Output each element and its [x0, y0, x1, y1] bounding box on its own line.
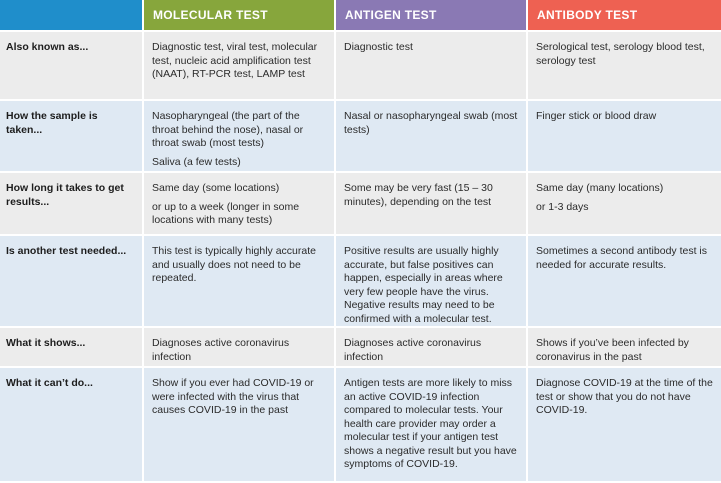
antibody-cell: Diagnose COVID-19 at the time of the test or show that you do not have COVID-19. — [527, 367, 721, 482]
row-label: Also known as... — [0, 31, 143, 100]
molecular-cell: Same day (some locations) or up to a week (longer in some locations with many tests) — [143, 172, 335, 235]
molecular-cell: Diagnostic test, viral test, molecular test, nucleic acid amplification test (NAAT), RT-PCR test, LAMP test — [143, 31, 335, 100]
row-label: Is another test needed... — [0, 235, 143, 327]
molecular-cell: Show if you ever had COVID-19 or were infected with the virus that causes COVID-19 in the past — [143, 367, 335, 482]
header-row — [0, 0, 721, 31]
antibody-cell: Shows if you’ve been infected by coronavirus in the past — [527, 327, 721, 367]
antibody-cell: Sometimes a second antibody test is needed for accurate results. — [527, 235, 721, 327]
antibody-cell: Finger stick or blood draw — [527, 100, 721, 172]
antibody-cell: Same day (many locations) or 1-3 days — [527, 172, 721, 235]
header-molecular-test: MOLECULAR TEST — [143, 0, 335, 31]
antibody-cell: Serological test, serology blood test, serology test — [527, 31, 721, 100]
table-row — [0, 367, 721, 482]
table-row — [0, 172, 721, 235]
antigen-cell: Positive results are usually highly accurate, but false positives can happen, especially in areas where very few people have the virus. Negative results may need to be confirmed with a molecular test. — [335, 235, 527, 327]
table-row — [0, 100, 721, 172]
molecular-cell: Diagnoses active coronavirus infection — [143, 327, 335, 367]
header-antigen-test: ANTIGEN TEST — [335, 0, 527, 31]
row-label: How long it takes to get results... — [0, 172, 143, 235]
antigen-cell: Some may be very fast (15 – 30 minutes), depending on the test — [335, 172, 527, 235]
antigen-cell: Nasal or nasopharyngeal swab (most tests) — [335, 100, 527, 172]
molecular-cell: Nasopharyngeal (the part of the throat behind the nose), nasal or throat swab (most tests) Saliva (a few tests) — [143, 100, 335, 172]
antigen-cell: Diagnostic test — [335, 31, 527, 100]
row-label: How the sample is taken... — [0, 100, 143, 172]
row-label: What it shows... — [0, 327, 143, 367]
molecular-cell: This test is typically highly accurate and usually does not need to be repeated. — [143, 235, 335, 327]
antigen-cell: Antigen tests are more likely to miss an active COVID-19 infection compared to molecular tests. Your health care provider may order a molecular test if your antigen test shows a negative result but you have symptoms of COVID-19. — [335, 367, 527, 482]
header-blank-cell — [0, 0, 143, 31]
antigen-cell: Diagnoses active coronavirus infection — [335, 327, 527, 367]
header-antibody-test: ANTIBODY TEST — [527, 0, 721, 31]
table-row — [0, 31, 721, 100]
table-row — [0, 327, 721, 367]
table-row — [0, 235, 721, 327]
row-label: What it can’t do... — [0, 367, 143, 482]
